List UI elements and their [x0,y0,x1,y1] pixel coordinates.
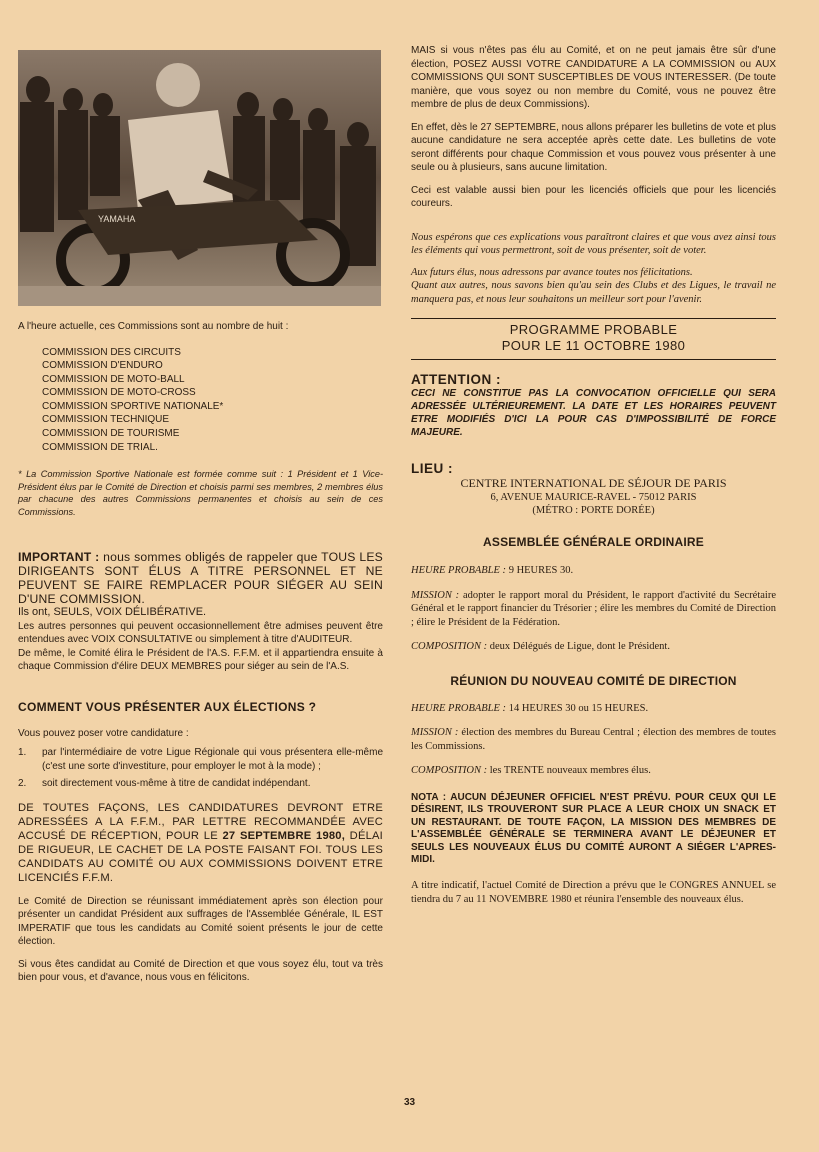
important-block [18,550,383,674]
reunion-title: RÉUNION DU NOUVEAU COMITÉ DE DIRECTION [450,673,737,688]
list-item: COMMISSION SPORTIVE NATIONALE* [42,400,224,412]
closing-para: Aux futurs élus, nous adressons par avance toutes nos félicitations. [411,266,693,278]
important-text: nous sommes obligés de rappeler que TOUS LES DIRIGEANTS SONT ÉLUS A TITRE PERSONNEL ET NE PEUVENT SE FAIRE REMPLACER POUR SIÉGER AU SEIN D'UNE COMMISSION. [18,550,383,607]
section-title: COMMENT VOUS PRÉSENTER AUX ÉLECTIONS ? [18,699,317,714]
list-item: 2. soit directement vous-même à titre de candidat indépendant. [18,778,311,790]
attention-title: ATTENTION : [411,372,501,387]
important-line: Ils ont, SEULS, VOIX DÉLIBÉRATIVE. [18,606,207,619]
commissions-intro: A l'heure actuelle, ces Commissions sont au nombre de huit : [18,321,289,332]
list-item: COMMISSION DE TOURISME [42,428,180,440]
list-item: 1. par l'intermédiaire de votre Ligue Régionale qui vous présentera elle-même (c'est une sorte d'investiture, pour employer le mot à la mode) ; [18,747,383,772]
deadline-para: DE TOUTES FAÇONS, LES CANDIDATURES DEVRONT ETRE ADRESSÉES A LA F.F.M., PAR LETTRE RECOMMANDÉE AVEC ACCUSÉ DE RÉCEPTION, POUR LE 27 SEPTEMBRE 1980, DÉLAI DE RIGUEUR, LE CACHET DE LA POSTE FAISANT FOI. TOUS LES CANDIDATS AU COMITÉ OU AUX COMMISSIONS DOIVENT ETRE LICENCIÉS F.F.M. [18,801,383,884]
lieu-address: 6, AVENUE MAURICE-RAVEL - 75012 PARIS [490,492,697,503]
lieu-title: LIEU : [411,461,453,476]
divider [411,318,776,319]
bulletin-para: En effet, dès le 27 SEPTEMBRE, nous allons préparer les bulletins de vote et plus aucune candidature ne sera acceptée après cette date. Les bulletins de vote seront différents pour chaque Commission et vous pouvez vous présenter à une seule ou à plusieurs, sans aucune limitation. [411,121,776,173]
list-item: COMMISSION DE MOTO-CROSS [42,387,196,399]
important-label: IMPORTANT : [18,550,100,565]
rc-heure: HEURE PROBABLE : 14 HEURES 30 ou 15 HEURES. [411,702,649,714]
ago-title: ASSEMBLÉE GÉNÉRALE ORDINAIRE [483,535,704,549]
candidature-intro: Vous pouvez poser votre candidature : [18,727,189,739]
list-item: COMMISSION DE TRIAL. [42,441,158,453]
steps-list [18,746,383,791]
important-para: De même, le Comité élira le Président de l'A.S. F.F.M. et il appartiendra ensuite à chaque Commission d'élire DEUX MEMBRES pour siéger au sein de l'A.S. [18,647,383,673]
footnote: * La Commission Sportive Nationale est formée comme suit : 1 Président et 1 Vice-Président élus par le Comité de Direction et choisis parmi ses membres, 2 membres élus par chacune des autres Commissions permanentes et choisis au sein de ces Commissions. [18,469,383,517]
nota-para: NOTA : AUCUN DÉJEUNER OFFICIEL N'EST PRÉVU. POUR CEUX QUI LE DÉSIRENT, ILS TROUVERONT SUR PLACE A LEUR CHOIX UN SNACK ET UN RESTAURANT. DE TOUTE FAÇON, LA MISSION DES MEMBRES DE L'ASSEMBLÉE GÉNÉRALE SE TERMINERA AVANT LE DÉJEUNER ET SEULS LES NOUVEAUX ÉLUS DU COMITÉ AURONT A SIÉGER L'APRES-MIDI. [411,791,776,866]
ago-composition: COMPOSITION : deux Délégués de Ligue, dont le Président. [411,641,670,652]
list-item: COMMISSION TECHNIQUE [42,414,170,426]
rc-mission: MISSION : élection des membres du Bureau Central ; élection des membres de toutes les Commissions. [411,727,776,752]
list-item: COMMISSION DES CIRCUITS [42,346,181,358]
licencies-para: Ceci est valable aussi bien pour les licenciés officiels que pour les licenciés coureurs. [411,184,776,209]
right-column [411,44,776,906]
page-number: 33 [403,1097,416,1108]
congrats-para: Si vous êtes candidat au Comité de Direction et que vous soyez élu, tout va très bien pour vous, et d'avance, nous vous en félicitons. [18,958,383,984]
motocross-photo [18,50,381,306]
ago-heure: HEURE PROBABLE : 9 HEURES 30. [411,565,574,576]
candidature-para: MAIS si vous n'êtes pas élu au Comité, et on ne peut jamais être sûr d'une élection, POSEZ AUSSI VOTRE CANDIDATURE A LA COMMISSION ou AUX COMMISSIONS QUI SONT SUSCEPTIBLES DE VOUS INTERESSER. (De toute manière, que vous soyez ou non membre du Comité, vous ne pouvez être membre de plus de deux Commissions). [411,45,776,110]
divider [411,359,776,360]
lieu-metro: (MÉTRO : PORTE DORÉE) [532,505,655,516]
list-item: COMMISSION DE MOTO-BALL [42,373,185,385]
yamaha-decal: YAMAHA [98,214,136,224]
closing-para: Quant aux autres, nous savons bien qu'au sein des Clubs et des Ligues, le travail ne manquera pas, et nous leur souhaitons un meilleur sort pour l'avenir. [411,280,776,305]
left-column [18,50,383,985]
ago-mission: MISSION : adopter le rapport moral du Président, le rapport d'activité du Secrétaire Général et le rapport financier du Trésorier ; élire les membres du Comité de Direction ; élire le Président de la Fédération. [411,589,776,628]
rc-composition: COMPOSITION : les TRENTE nouveaux membres élus. [411,765,651,776]
attention-body: CECI NE CONSTITUE PAS LA CONVOCATION OFFICIELLE QUI SERA ADRESSÉE ULTÉRIEUREMENT. LA DATE ET LES HORAIRES PEUVENT ETRE MODIFIÉS D'ICI LA POUR CAS D'IMPOSSIBILITÉ DE FORCE MAJEURE. [411,388,776,438]
commissions-list [18,346,383,455]
list-item: COMMISSION D'ENDURO [42,360,163,372]
important-para: Les autres personnes qui peuvent occasionnellement être admises peuvent être entendues avec VOIX CONSULTATIVE ou simplement à titre d'AUDITEUR. [18,620,383,646]
comite-para: Le Comité de Direction se réunissant immédiatement après son élection pour présenter un candidat Président aux suffrages de l'Assemblée Générale, IL EST IMPERATIF que tous les candidats au Comité soient présents le jour de cette élection. [18,895,383,948]
lieu-name: CENTRE INTERNATIONAL DE SÉJOUR DE PARIS [460,476,727,490]
closing-para: Nous espérons que ces explications vous paraîtront claires et que vous avez ainsi tous les éléments qui vous permettront, soit de vous présenter, soit de voter. [411,231,776,256]
programme-title: PROGRAMME PROBABLE POUR LE 11 OCTOBRE 1980 [501,322,686,353]
final-para: A titre indicatif, l'actuel Comité de Direction a prévu que le CONGRES ANNUEL se tiendra du 7 au 11 NOVEMBRE 1980 et réunira l'ensemble des nouveaux élus. [411,880,776,905]
